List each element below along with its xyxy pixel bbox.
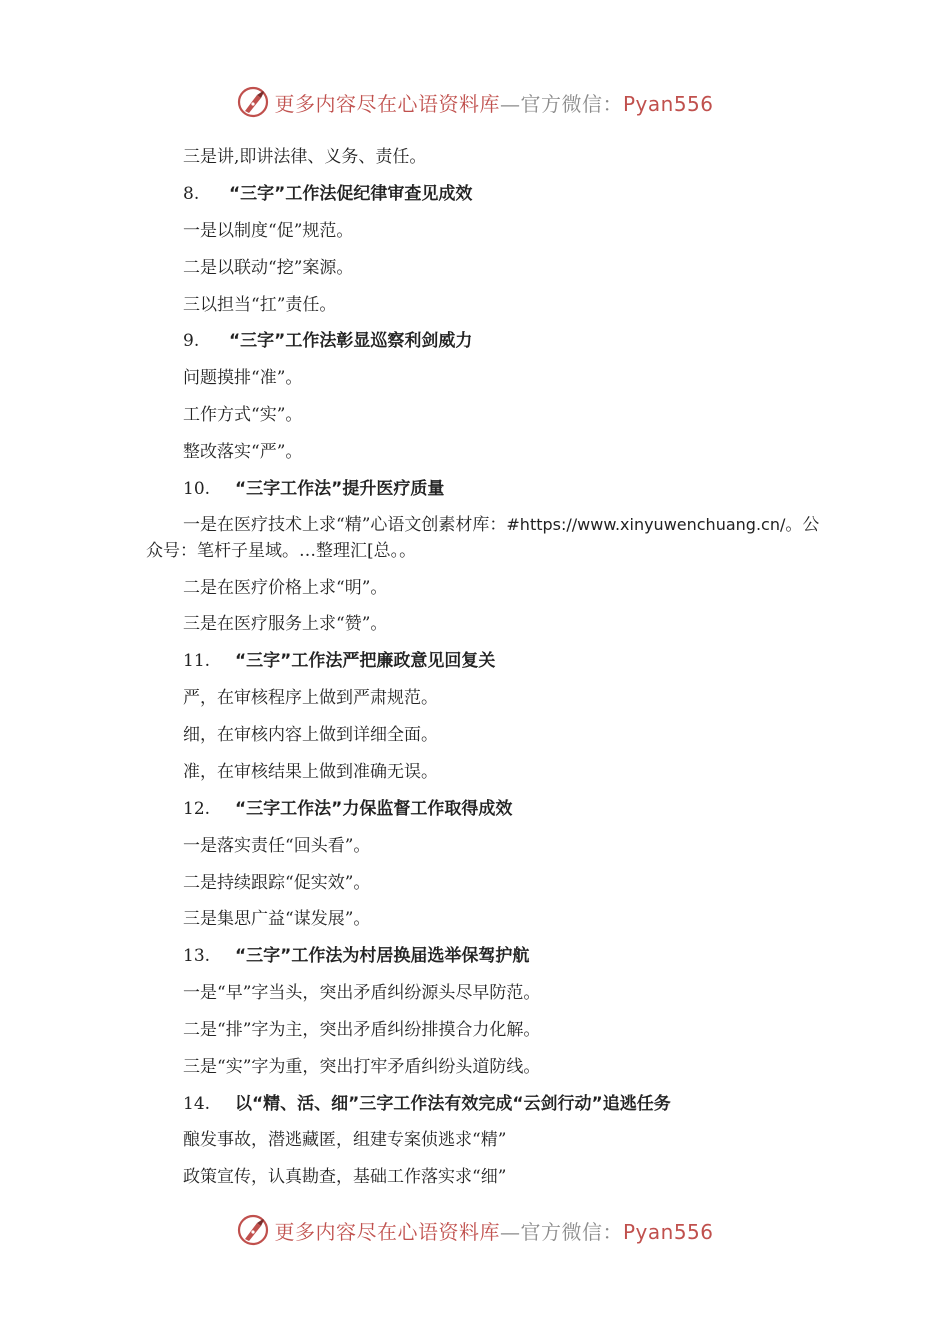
- banner-separator: —: [499, 91, 521, 116]
- banner-lead: 更多内容尽在心语资料库: [274, 91, 500, 116]
- heading-text: “三字”工作法为村居换届选举保驾护航: [235, 946, 530, 966]
- banner-separator: —: [499, 1219, 521, 1244]
- heading-number: 9.: [183, 331, 200, 351]
- paragraph: 一是以制度“促”规范。: [183, 221, 354, 241]
- heading-text: “三字”工作法严把廉政意见回复关: [235, 651, 496, 671]
- paragraph: 三是讲,即讲法律、义务、责任。: [183, 147, 427, 167]
- banner-wechat-label: 官方微信：: [520, 91, 623, 116]
- section-heading-8: [183, 183, 472, 205]
- paragraph: 三是“实”字为重，突出打牢矛盾纠纷头道防线。: [183, 1057, 541, 1077]
- heading-number: 13.: [183, 946, 211, 966]
- paragraph: 二是以联动“挖”案源。: [183, 258, 354, 278]
- paragraph: 政策宣传，认真勘查，基础工作落实求“细”: [183, 1167, 507, 1187]
- paragraph-text: 一是在医疗技术上求“精”心语文创素材库：: [183, 515, 507, 535]
- heading-text: “三字工作法”力保监督工作取得成效: [235, 799, 513, 819]
- section-heading-11: [183, 650, 495, 672]
- heading-number: 14.: [183, 1094, 211, 1114]
- paragraph: 严，在审核程序上做到严肃规范。: [183, 688, 438, 708]
- banner-wechat-id: Pyan556: [622, 91, 714, 116]
- paragraph-text: 。公: [785, 515, 820, 535]
- paragraph: 三是集思广益“谋发展”。: [183, 909, 371, 929]
- heading-text: “三字工作法”提升医疗质量: [235, 479, 445, 499]
- paragraph: 二是在医疗价格上求“明”。: [183, 578, 388, 598]
- paragraph-wrapped-line-1: [183, 514, 819, 536]
- banner-wechat-id: Pyan556: [622, 1219, 714, 1244]
- heading-text: “三字”工作法彰显巡察利剑威力: [229, 331, 473, 351]
- paragraph: 三以担当“扛”责任。: [183, 295, 337, 315]
- paragraph: 二是持续跟踪“促实效”。: [183, 873, 371, 893]
- source-url: #https://www.xinyuwenchuang.cn/: [506, 515, 786, 534]
- paragraph: 工作方式“实”。: [183, 405, 303, 425]
- banner-text: [274, 1216, 713, 1245]
- paragraph: 一是“早”字当头，突出矛盾纠纷源头尽早防范。: [183, 983, 541, 1003]
- section-heading-9: [183, 330, 472, 352]
- footer-banner: [0, 1210, 950, 1250]
- heading-number: 12.: [183, 799, 211, 819]
- paragraph: 问题摸排“准”。: [183, 368, 303, 388]
- banner-lead: 更多内容尽在心语资料库: [274, 1219, 500, 1244]
- section-heading-12: [183, 798, 512, 820]
- section-heading-10: [183, 478, 444, 500]
- heading-text: “三字”工作法促纪律审查见成效: [229, 184, 473, 204]
- paragraph: 酿发事故，潜逃藏匿，组建专案侦逃求“精”: [183, 1130, 507, 1150]
- heading-number: 8.: [183, 184, 200, 204]
- banner-wechat-label: 官方微信：: [520, 1219, 623, 1244]
- section-heading-13: [183, 945, 529, 967]
- paragraph: 二是“排”字为主，突出矛盾纠纷排摸合力化解。: [183, 1020, 541, 1040]
- section-heading-14: [183, 1093, 671, 1115]
- paragraph: 细，在审核内容上做到详细全面。: [183, 725, 438, 745]
- heading-number: 10.: [183, 479, 211, 499]
- paragraph: 整改落实“严”。: [183, 442, 303, 462]
- heading-text: 以“精、活、细”三字工作法有效完成“云剑行动”追逃任务: [235, 1094, 671, 1114]
- paragraph: 三是在医疗服务上求“赞”。: [183, 614, 388, 634]
- paragraph-wrapped-line-2: 众号：笔杆子星域。…整理汇[总。。: [146, 541, 417, 561]
- pen-nib-logo-icon: [236, 1213, 270, 1247]
- heading-number: 11.: [183, 651, 211, 671]
- paragraph: 准，在审核结果上做到准确无误。: [183, 762, 438, 782]
- paragraph: 一是落实责任“回头看”。: [183, 836, 371, 856]
